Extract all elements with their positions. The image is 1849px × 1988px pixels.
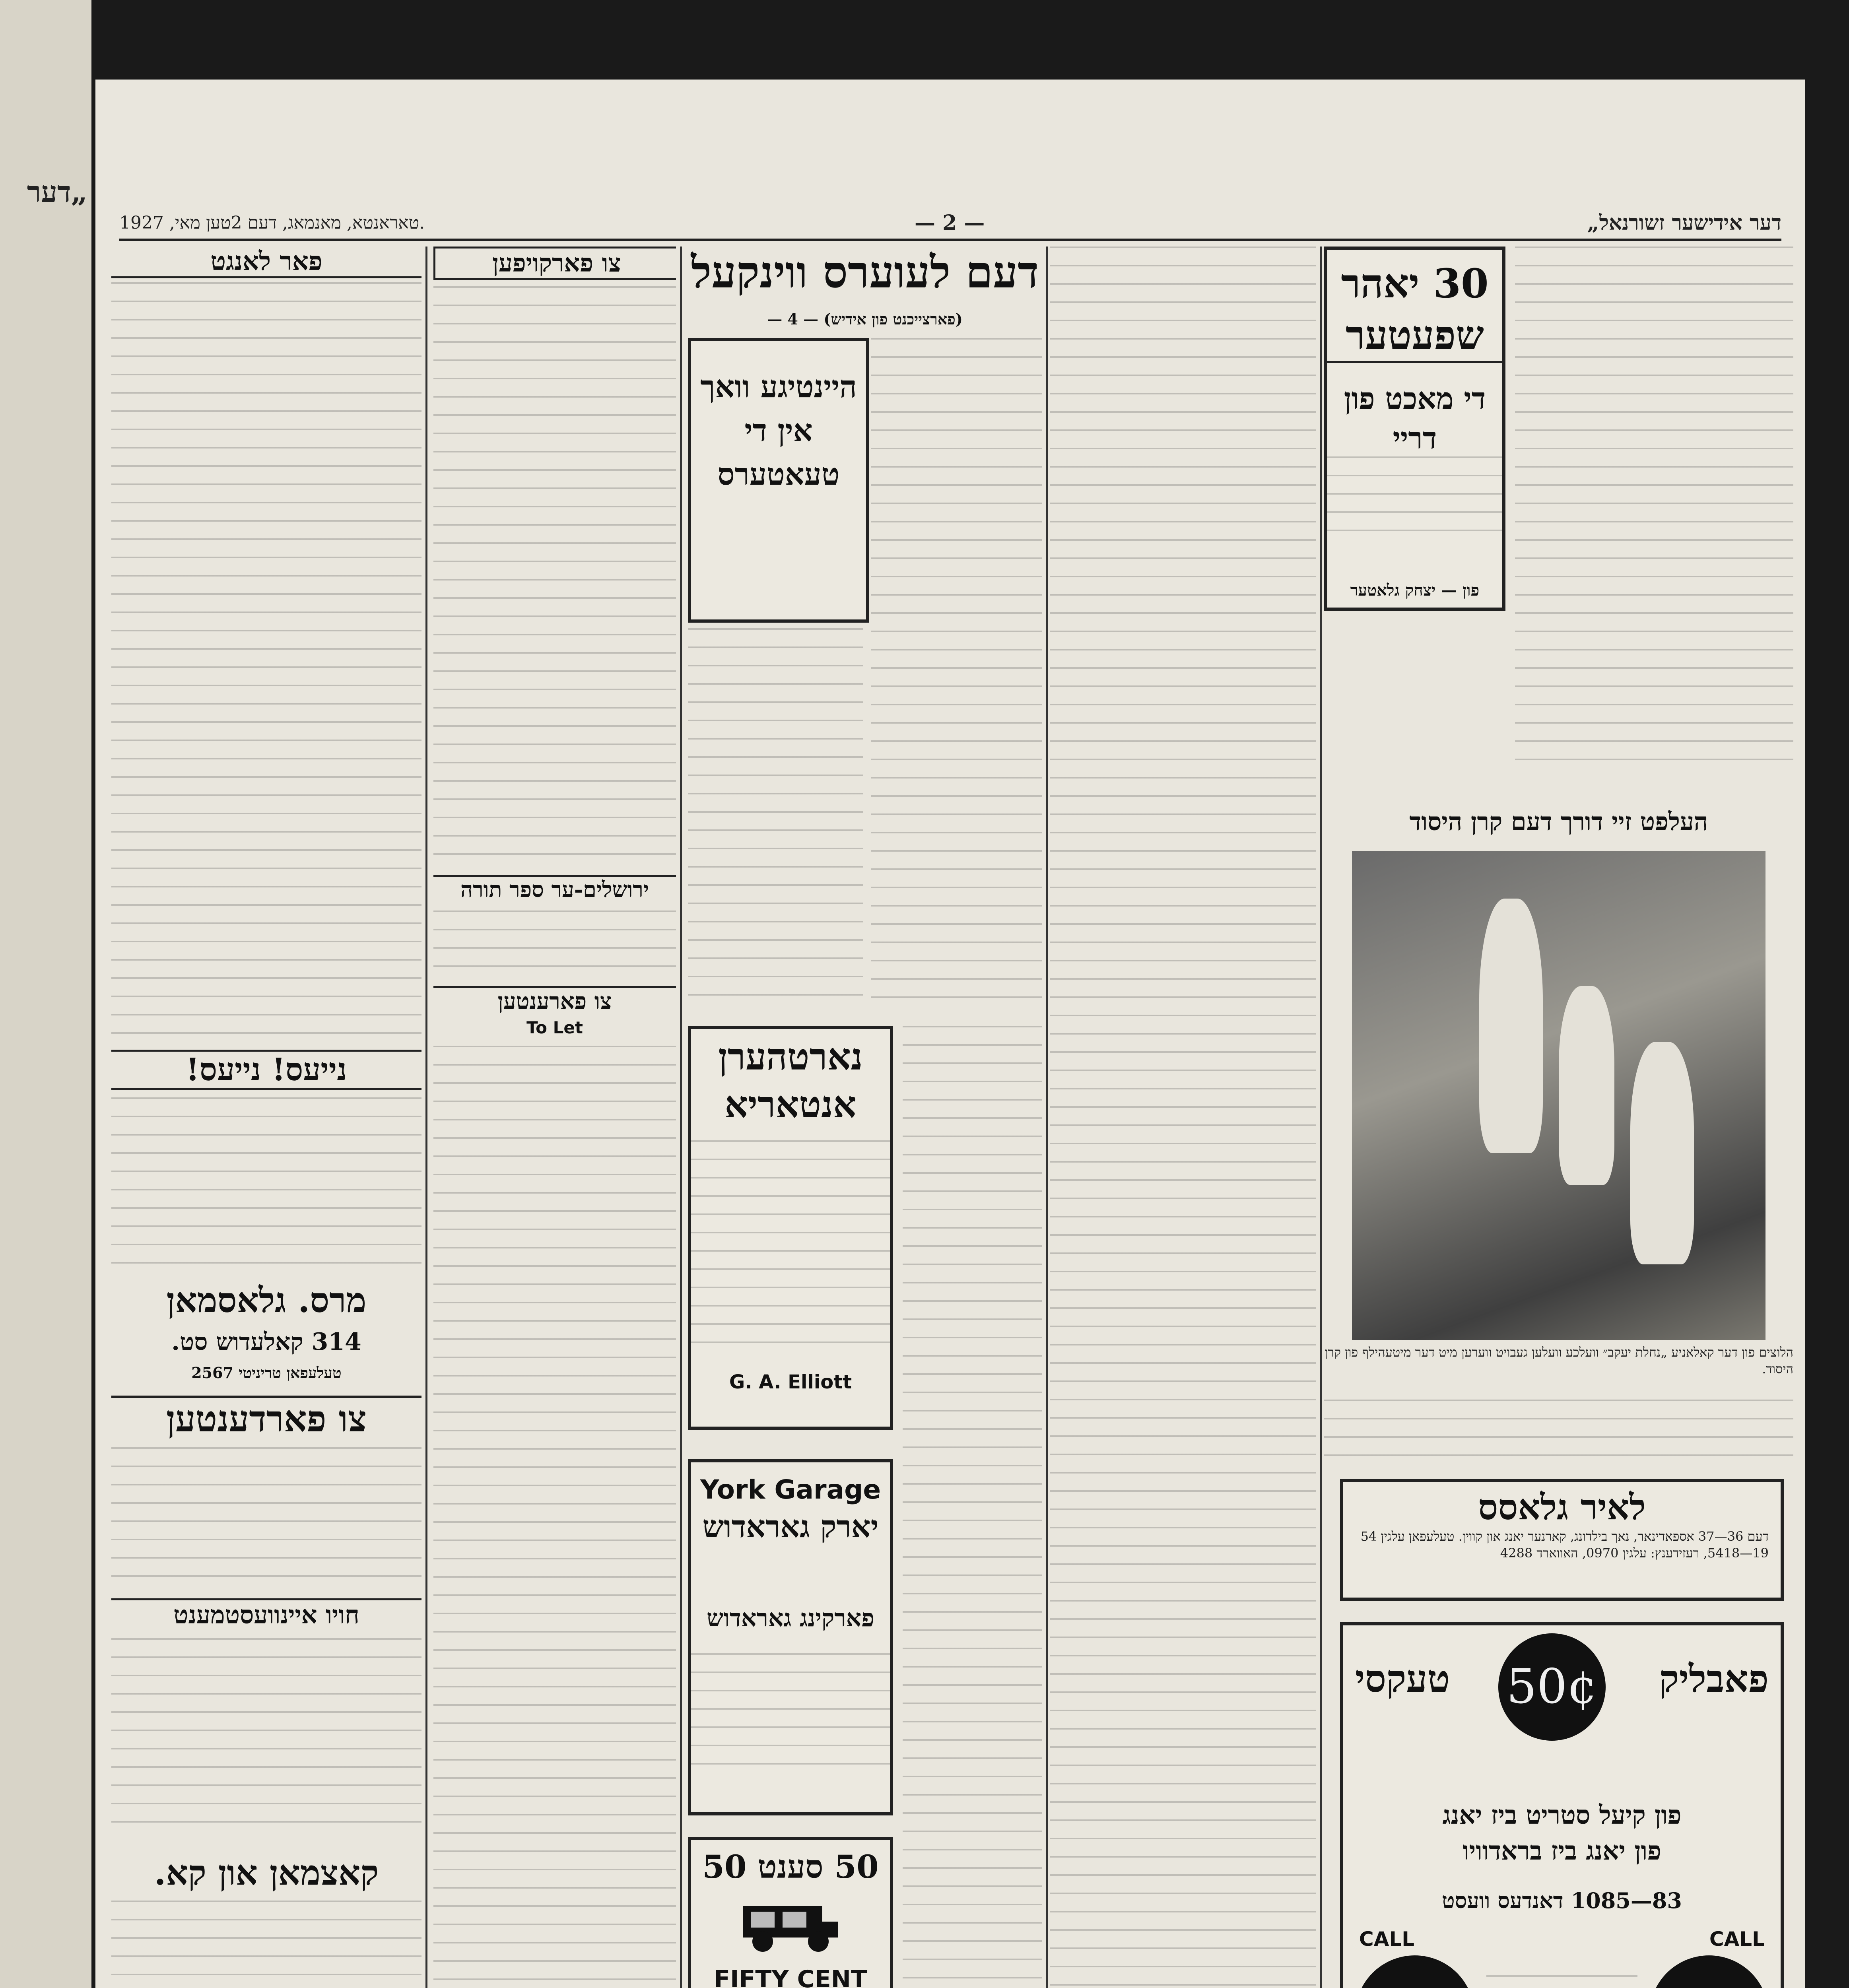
ad-glassman-phone: טעלעפאן טריניטי 2567 [191, 1364, 342, 1382]
feature-title: דעם לעוערס ווינקעל [691, 247, 1039, 298]
taxi-ad [688, 1837, 893, 1988]
heading-torah-scroll: ירושלים-ער ספר תורה [433, 875, 676, 902]
ontario-text [691, 1140, 890, 1355]
heading-for-rent: צו פארדענטען [111, 1396, 421, 1440]
northern-ontario-ad [688, 1026, 893, 1430]
public-taxi-right-word: טעקסי [1355, 1657, 1450, 1701]
york-garage-yiddish: יארק גאראדוש [702, 1509, 879, 1544]
york-garage-english: York Garage [700, 1474, 881, 1505]
route-1: פון קיעל סטריט ביז יאנג [1442, 1800, 1682, 1830]
classified-text [433, 286, 676, 859]
classifieds-column-right [433, 247, 676, 1988]
photo-caption: הלוצים פון דער קאלאניע „נחלת יעקב״ וועלכע וועלען געבויט ווערען מיט דער מיטעהילף פון קרן היסוד. [1325, 1345, 1793, 1376]
column-rule [680, 247, 682, 1988]
paper-title: „דער אידישער זשורנאל [1587, 211, 1781, 235]
heading-investment: חויו איינוועסטמענט [111, 1598, 421, 1630]
laurel-text: דעם 36—37 אספאדינאר, נאך בילדונג, קארנער יאנג און קווין. טעלעפאן עלגין 5419—5418, רעזידענץ: עלגין 0970, האווארד 4288 [1360, 1529, 1769, 1561]
right-column [1324, 247, 1793, 1988]
feature-text [871, 338, 1042, 1002]
photo-figure [1559, 986, 1614, 1185]
story-column [1050, 247, 1316, 1988]
photo-headline: העלפט זיי דורך דעם קרן היסוד [1409, 807, 1708, 836]
edge-fragment: „דער [27, 175, 87, 209]
masthead-date: טאראנטא, מאנמאג, דעם 2טען מאי, 1927. [119, 213, 425, 233]
classifieds-column-left [111, 247, 421, 1988]
story-text [1324, 1400, 1793, 1459]
call-label-left: CALL [1359, 1928, 1415, 1951]
serial-subtitle: די מאכט פון דריי [1344, 382, 1486, 456]
heading-to-let-english: To Let [526, 1018, 583, 1037]
public-taxi-ad [1340, 1622, 1784, 1988]
serial-author: פון — יצחק גלאטער [1350, 581, 1480, 600]
serial-title: 30 יאהר שפעטער [1327, 258, 1502, 363]
ontario-signature: G. A. Elliott [729, 1371, 852, 1393]
column-rule [1046, 247, 1048, 1988]
classified-text [111, 1901, 421, 1988]
photo-figure [1630, 1042, 1694, 1264]
photo-figure [1479, 899, 1543, 1153]
york-garage-ad [688, 1459, 893, 1815]
ad-glassman-address: 314 קאלעדוש סט. [171, 1328, 361, 1356]
feature-subtitle: (פארצייכנט פון אידיש) — 4 — [767, 310, 963, 328]
trinity-phone-badge [1355, 1955, 1474, 1988]
classified-text [433, 1046, 676, 1988]
feature-text [903, 1026, 1042, 1988]
adjacent-page-edge [0, 0, 91, 1988]
taxi-english: FIFTY CENT [714, 1965, 867, 1988]
photo-pioneers [1352, 851, 1765, 1340]
feature-text [688, 628, 863, 1002]
classified-text [111, 1097, 421, 1264]
classified-text [111, 1447, 421, 1578]
parking-garage: פארקינג גאראדוש [707, 1604, 874, 1632]
york-garage-text [691, 1653, 890, 1780]
heading-katzman: קאצמאן און קא. [154, 1853, 379, 1893]
classified-text [111, 282, 421, 1038]
laurel-glass-ad [1340, 1479, 1784, 1601]
ad-glassman-title: מרס. גלאסמאן [166, 1280, 367, 1320]
theater-heading: היינטיגע וואך אין די טעאטערס [700, 369, 857, 492]
story-text [1515, 247, 1793, 763]
trinity-phone-badge [1649, 1955, 1769, 1988]
taxi-address: 83—1085 דאנדעס וועסט [1441, 1888, 1682, 1913]
column-rule [425, 247, 427, 1988]
taxi-car-icon [735, 1894, 846, 1957]
public-taxi-left-word: פאבליק [1659, 1657, 1769, 1701]
theater-box [688, 338, 869, 623]
heading-news: נייעס! נייעס! [111, 1050, 421, 1090]
fifty-cents-yiddish: 50 סענט 50 [702, 1848, 879, 1885]
ontario-title: נארטהערן אנטאריא [718, 1035, 863, 1126]
page-number: — 2 — [915, 211, 985, 235]
laurel-title: לאיר גלאסס [1478, 1486, 1646, 1528]
newspaper-page [95, 80, 1805, 1988]
classified-text [433, 911, 676, 970]
serial-text [1327, 456, 1502, 536]
center-column [688, 247, 1042, 1988]
masthead [119, 211, 1781, 241]
heading-to-let: צו פארענטען [433, 986, 676, 1014]
story-text [1050, 247, 1316, 1988]
column-rule [1320, 247, 1322, 1988]
serial-box [1324, 247, 1505, 611]
fifty-cent-badge: 50¢ [1498, 1633, 1606, 1741]
classified-text [111, 1638, 421, 1837]
heading-wanted: פאר לאנגט [111, 247, 421, 278]
call-label-right: CALL [1709, 1928, 1765, 1951]
taxi-ad-text [1486, 1975, 1637, 1988]
heading-sale: צו פארקויפען [433, 247, 676, 280]
route-2: פון יאנג ביז בראדוויו [1462, 1836, 1661, 1866]
